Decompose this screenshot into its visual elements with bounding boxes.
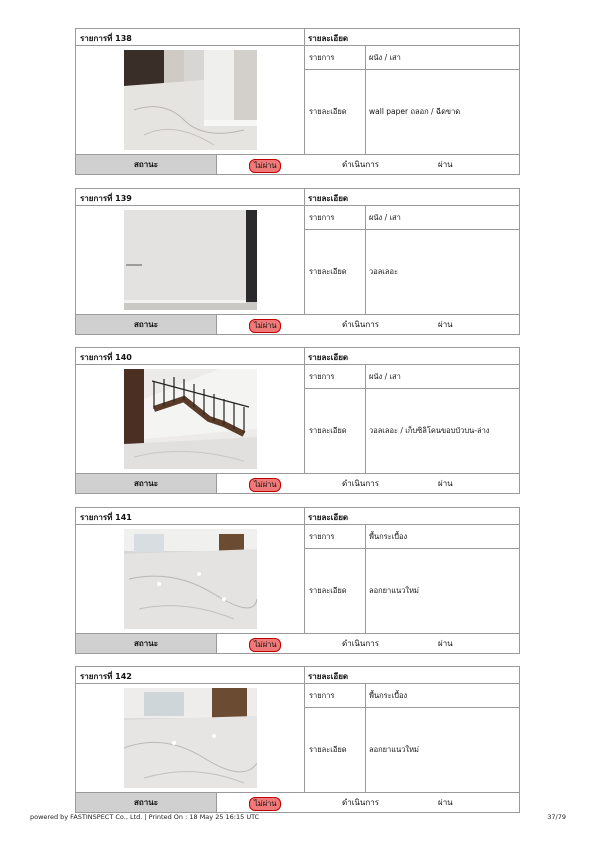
inspection-entry (75, 666, 520, 813)
inspection-entry (75, 28, 520, 175)
detail-header: รายละเอียด (305, 667, 519, 684)
staircase-photo[interactable] (124, 369, 257, 469)
detail-header: รายละเอียด (305, 508, 519, 525)
inspection-entry (75, 188, 520, 335)
status-pass: ผ่าน (438, 639, 453, 648)
item-label: รายการ (305, 46, 366, 69)
detail-header: รายละเอียด (305, 348, 519, 365)
item-row (305, 525, 519, 549)
page-number: 37/79 (547, 813, 566, 821)
plain-wall-photo[interactable] (124, 210, 257, 310)
item-label: รายการ (305, 525, 366, 548)
footer-printed-info: powered by FASTINSPECT Co., Ltd. | Printed On : 18 May 25 16:15 UTC (30, 813, 260, 821)
status-in-progress: ดำเนินการ (342, 798, 379, 807)
status-fail-badge: ไม่ผ่าน (249, 478, 281, 492)
marble-floor-photo[interactable] (124, 688, 257, 788)
photo-cell (76, 684, 305, 792)
status-in-progress: ดำเนินการ (342, 320, 379, 329)
detail-row (305, 389, 519, 473)
status-pass: ผ่าน (438, 160, 453, 169)
status-fail-badge: ไม่ผ่าน (249, 797, 281, 811)
status-label: สถานะ (76, 634, 217, 653)
inspection-entry (75, 507, 520, 654)
detail-header: รายละเอียด (305, 29, 519, 46)
detail-label: รายละเอียด (305, 230, 366, 314)
item-row (305, 684, 519, 708)
item-label: รายการ (305, 684, 366, 707)
entry-title: รายการที่ 139 (76, 189, 305, 206)
photo-cell (76, 46, 305, 154)
status-in-progress: ดำเนินการ (342, 639, 379, 648)
item-value: พื้นกระเบื้อง (369, 690, 408, 700)
status-label: สถานะ (76, 155, 217, 174)
status-pass: ผ่าน (438, 320, 453, 329)
detail-label: รายละเอียด (305, 549, 366, 633)
entry-title: รายการที่ 141 (76, 508, 305, 525)
item-row (305, 46, 519, 70)
item-value: ผนัง / เสา (369, 52, 401, 62)
inspection-entry (75, 347, 520, 494)
detail-header: รายละเอียด (305, 189, 519, 206)
photo-cell (76, 206, 305, 314)
item-value: พื้นกระเบื้อง (369, 531, 408, 541)
item-row (305, 365, 519, 389)
status-row (76, 792, 519, 812)
detail-value: ลอกยาแนวใหม่ (369, 745, 419, 754)
status-label: สถานะ (76, 474, 217, 493)
detail-row (305, 708, 519, 792)
status-label: สถานะ (76, 315, 217, 334)
item-value: ผนัง / เสา (369, 212, 401, 222)
status-in-progress: ดำเนินการ (342, 160, 379, 169)
item-label: รายการ (305, 206, 366, 229)
status-fail-badge: ไม่ผ่าน (249, 638, 281, 652)
entry-title: รายการที่ 140 (76, 348, 305, 365)
photo-cell (76, 525, 305, 633)
detail-value: วอลเลอะ / เก็บซิลิโคนขอบบัวบน-ล่าง (369, 426, 490, 435)
item-row (305, 206, 519, 230)
status-pass: ผ่าน (438, 798, 453, 807)
status-row (76, 154, 519, 174)
status-in-progress: ดำเนินการ (342, 479, 379, 488)
detail-value: wall paper ถลอก / ฉีดขาด (369, 107, 461, 116)
detail-label: รายละเอียด (305, 389, 366, 473)
photo-cell (76, 365, 305, 473)
marble-floor-photo[interactable] (124, 529, 257, 629)
item-value: ผนัง / เสา (369, 371, 401, 381)
entry-title: รายการที่ 138 (76, 29, 305, 46)
status-fail-badge: ไม่ผ่าน (249, 159, 281, 173)
detail-row (305, 230, 519, 314)
status-row (76, 314, 519, 334)
detail-label: รายละเอียด (305, 708, 366, 792)
status-label: สถานะ (76, 793, 217, 812)
detail-value: ลอกยาแนวใหม่ (369, 586, 419, 595)
status-pass: ผ่าน (438, 479, 453, 488)
detail-row (305, 70, 519, 154)
status-row (76, 633, 519, 653)
detail-row (305, 549, 519, 633)
status-row (76, 473, 519, 493)
detail-label: รายละเอียด (305, 70, 366, 154)
detail-value: วอลเลอะ (369, 267, 399, 276)
wall-corner-photo[interactable] (124, 50, 257, 150)
item-label: รายการ (305, 365, 366, 388)
status-fail-badge: ไม่ผ่าน (249, 319, 281, 333)
entry-title: รายการที่ 142 (76, 667, 305, 684)
